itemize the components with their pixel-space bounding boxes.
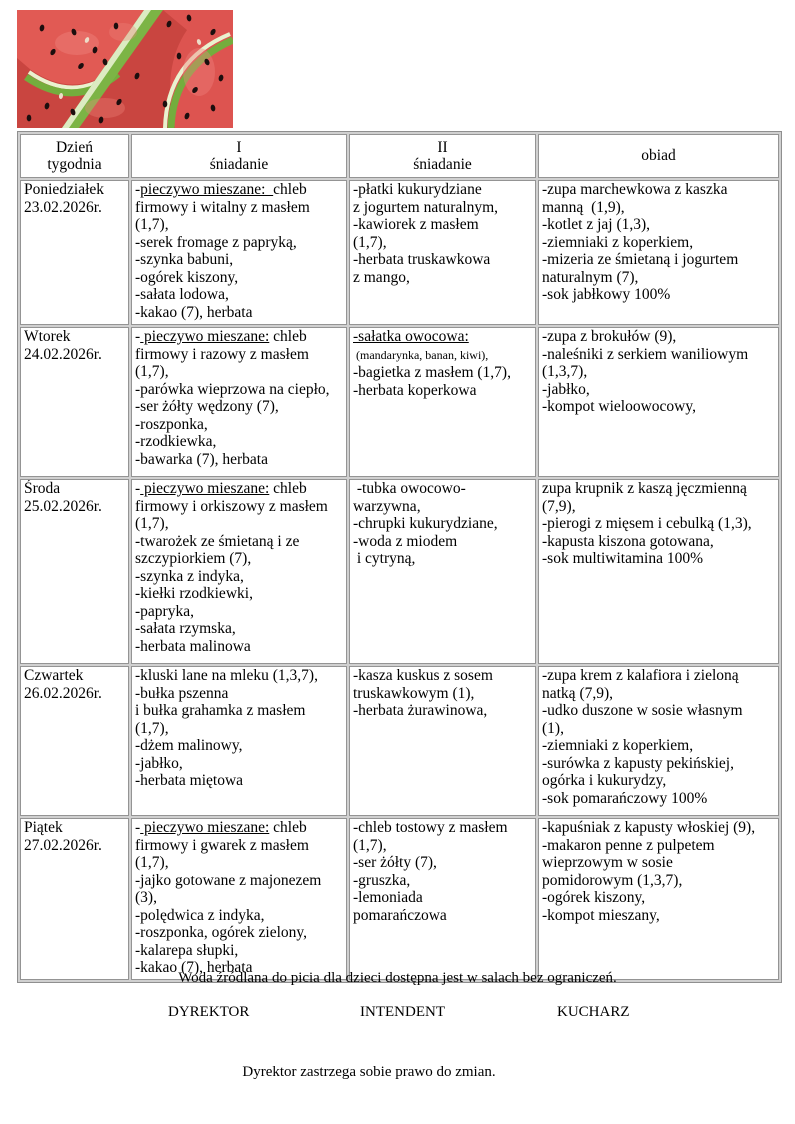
text-run: firmowy i razowy z masłem (135, 345, 309, 363)
text-line (542, 790, 775, 808)
text-run: chleb (269, 480, 307, 497)
text-line (542, 819, 775, 837)
text-line (542, 181, 775, 199)
text-run: -bagietka z masłem (1,7), (353, 364, 511, 381)
text-run: i bułka grahamka z masłem (135, 702, 306, 719)
text-run: -herbata miętowa (135, 772, 244, 789)
text-run: -jabłko, (542, 380, 590, 398)
text-line (135, 603, 343, 621)
table-row (20, 180, 779, 325)
text-run: -herbata malinowa (135, 637, 251, 655)
text-line (135, 515, 343, 533)
text-line (353, 837, 532, 855)
text-line (24, 819, 125, 837)
header-cell (538, 134, 779, 178)
text-line (135, 819, 343, 837)
text-line (542, 398, 775, 416)
day-cell (20, 818, 129, 980)
text-line (135, 924, 343, 942)
text-run: obiad (641, 147, 676, 165)
text-run: -surówka z kapusty pekińskiej, (542, 754, 734, 772)
text-run: -parówka wieprzowa na ciepło, (135, 380, 330, 398)
text-run: pieczywo mieszane: (140, 819, 270, 836)
text-line (353, 907, 532, 925)
watermelon-photo (17, 10, 233, 128)
text-run: -woda z miodem (353, 532, 458, 550)
text-line (135, 854, 343, 872)
text-run: chleb (269, 819, 307, 836)
text-line (135, 737, 343, 755)
text-line (135, 667, 343, 685)
text-run: -lemoniada (353, 889, 423, 906)
signature-kucharz: KUCHARZ (557, 1004, 630, 1020)
text-line (542, 363, 775, 381)
text-run: -szynka babuni, (135, 251, 234, 268)
text-run: -sok pomarańczowy 100% (542, 789, 708, 807)
text-run: -sałatka owocowa: (353, 328, 469, 345)
text-line (353, 364, 532, 382)
text-line (133, 156, 345, 174)
text-line (135, 568, 343, 586)
meal-cell-dinner (538, 180, 779, 325)
text-line (135, 181, 343, 199)
text-line (24, 199, 125, 217)
text-run: -tubka owocowo- (353, 480, 466, 497)
text-line (353, 889, 532, 907)
header-cell (349, 134, 536, 178)
text-line (542, 702, 775, 720)
meal-cell-breakfast2 (349, 327, 536, 477)
text-line (542, 737, 775, 755)
text-line (135, 907, 343, 925)
text-line (135, 585, 343, 603)
text-run: manną (1,9), (542, 198, 625, 216)
text-line (135, 328, 343, 346)
text-run: -kalarepa słupki, (135, 941, 239, 959)
text-line (353, 533, 532, 551)
text-run: (1,7), (135, 363, 169, 380)
text-line (135, 304, 343, 322)
text-line (353, 181, 532, 199)
water-availability-note: Woda źródlana do picia dla dzieci dostępna jest w salach bez ograniczeń. (178, 970, 617, 986)
text-line (542, 772, 775, 790)
text-run: 25.02.2026r. (24, 497, 102, 515)
text-run: ogórka i kukurydzy, (542, 772, 667, 789)
text-line (542, 234, 775, 252)
text-line (353, 872, 532, 890)
text-run: -papryka, (135, 602, 194, 620)
text-line (133, 139, 345, 157)
text-line (542, 837, 775, 855)
text-run: pieczywo mieszane: (140, 181, 274, 198)
text-run: -mizeria ze śmietaną i jogurtem (542, 251, 739, 268)
text-run: -kapusta kiszona gotowana, (542, 532, 714, 550)
text-run: -kawiorek z masłem (353, 216, 479, 233)
text-line (542, 480, 775, 498)
text-run: chleb (269, 328, 307, 345)
text-run: (3), (135, 889, 157, 906)
text-run: -herbata żurawinowa, (353, 702, 488, 719)
text-line (353, 234, 532, 252)
signature-row (0, 1004, 795, 1024)
meal-cell-dinner (538, 327, 779, 477)
text-run: -roszponka, (135, 415, 208, 433)
text-line (542, 515, 775, 533)
text-run: -naleśniki z serkiem waniliowym (542, 345, 749, 363)
text-run: -ser żółty wędzony (7), (135, 398, 279, 415)
text-line (24, 328, 125, 346)
text-run: (mandarynka, banan, kiwi), (353, 347, 489, 362)
day-cell (20, 479, 129, 664)
text-line (353, 382, 532, 400)
text-line (353, 346, 532, 365)
meal-cell-breakfast1 (131, 180, 347, 325)
text-line (24, 685, 125, 703)
text-run: 26.02.2026r. (24, 684, 102, 702)
text-line (135, 702, 343, 720)
text-run: Czwartek (24, 667, 84, 684)
text-run: pomidorowym (1,3,7), (542, 871, 683, 889)
text-line (24, 346, 125, 364)
text-run: Środa (24, 480, 61, 497)
text-run: - (135, 328, 141, 345)
menu-table (17, 131, 782, 983)
meal-cell-breakfast2 (349, 180, 536, 325)
text-run: Dzień (55, 138, 93, 156)
text-run: truskawkowym (1), (353, 684, 475, 702)
text-line (353, 328, 532, 346)
text-run: -jajko gotowane z majonezem (135, 871, 322, 889)
meal-cell-breakfast1 (131, 479, 347, 664)
text-run: -ogórek kiszony, (542, 889, 646, 906)
text-run: -pierogi z mięsem i cebulką (1,3), (542, 515, 752, 532)
table-header-row (20, 134, 779, 178)
text-line (542, 854, 775, 872)
text-line (542, 667, 775, 685)
text-line (540, 147, 777, 165)
text-line (135, 416, 343, 434)
text-line (351, 156, 534, 174)
text-run: z jogurtem naturalnym, (353, 198, 499, 216)
table-row (20, 666, 779, 816)
text-run: -bawarka (7), herbata (135, 450, 268, 468)
text-line (135, 398, 343, 416)
text-line (353, 685, 532, 703)
text-run: -kasza kuskus z sosem (353, 667, 493, 684)
text-run: firmowy i gwarek z masłem (135, 836, 309, 854)
text-run: -chrupki kukurydziane, (353, 515, 498, 532)
text-run: (1,7), (135, 515, 169, 532)
text-line (135, 942, 343, 960)
text-run: -kotlet z jaj (1,3), (542, 216, 651, 233)
text-run: -kompot wieloowocowy, (542, 398, 696, 415)
text-line (353, 269, 532, 287)
header-cell (20, 134, 129, 178)
text-run: -ser żółty (7), (353, 854, 437, 871)
meal-cell-breakfast2 (349, 818, 536, 980)
text-run: firmowy i orkiszowy z masłem (135, 497, 328, 515)
meal-cell-breakfast2 (349, 479, 536, 664)
signature-intendent: INTENDENT (360, 1004, 445, 1020)
text-run: -zupa krem z kalafiora i zieloną (542, 667, 739, 684)
text-line (135, 251, 343, 269)
text-line (353, 216, 532, 234)
text-line (135, 363, 343, 381)
text-run: -kluski lane na mleku (1,3,7), (135, 667, 318, 684)
text-line (542, 498, 775, 516)
text-line (542, 216, 775, 234)
text-line (135, 216, 343, 234)
text-run: firmowy i witalny z masłem (135, 198, 310, 216)
text-run: (1,7), (135, 854, 169, 871)
text-run: pomarańczowa (353, 906, 447, 924)
text-line (24, 837, 125, 855)
text-run: -jabłko, (135, 754, 183, 772)
text-line (135, 755, 343, 773)
text-line (24, 667, 125, 685)
text-run: -rzodkiewka, (135, 433, 217, 450)
text-run: natką (7,9), (542, 684, 614, 702)
text-run: - (135, 819, 141, 836)
text-run: -chleb tostowy z masłem (353, 819, 508, 836)
text-run: warzywna, (353, 497, 421, 515)
text-run: chleb (273, 181, 307, 198)
text-run: (1,7), (353, 233, 387, 251)
text-line (542, 346, 775, 364)
table-row (20, 327, 779, 477)
text-line (24, 181, 125, 199)
text-line (353, 251, 532, 269)
text-run: -kapuśniak z kapusty włoskiej (9), (542, 819, 756, 836)
text-line (353, 498, 532, 516)
text-line (135, 550, 343, 568)
text-line (135, 269, 343, 287)
meal-cell-dinner (538, 818, 779, 980)
text-run: -kakao (7), herbata (135, 303, 253, 321)
header-cell (131, 134, 347, 178)
text-line (353, 819, 532, 837)
text-run: II (437, 138, 448, 156)
text-line (542, 251, 775, 269)
text-run: -herbata koperkowa (353, 381, 477, 399)
text-run: 24.02.2026r. (24, 345, 102, 363)
text-line (135, 234, 343, 252)
text-run: -sok multiwitamina 100% (542, 550, 704, 567)
text-run: 23.02.2026r. (24, 198, 102, 216)
day-cell (20, 666, 129, 816)
text-line (353, 199, 532, 217)
text-line (135, 498, 343, 516)
text-run: pieczywo mieszane: (140, 480, 270, 497)
text-run: -płatki kukurydziane (353, 181, 482, 198)
text-run: I (236, 138, 242, 156)
text-run: (1,7), (135, 719, 169, 737)
text-line (542, 199, 775, 217)
text-line (353, 667, 532, 685)
text-run: - (135, 480, 141, 497)
text-run: -kompot mieszany, (542, 906, 660, 924)
text-run: -szynka z indyka, (135, 567, 244, 585)
text-line (135, 433, 343, 451)
text-line (542, 328, 775, 346)
text-line (542, 755, 775, 773)
signature-dyrektor: DYREKTOR (168, 1004, 250, 1020)
text-run: wieprzowym w sosie (542, 854, 673, 871)
day-cell (20, 327, 129, 477)
text-run: Wtorek (24, 328, 71, 345)
text-run: -ogórek kiszony, (135, 268, 239, 286)
text-run: -roszponka, ogórek zielony, (135, 924, 308, 941)
text-run: (1,3,7), (542, 363, 588, 380)
text-line (542, 872, 775, 890)
text-line (135, 199, 343, 217)
text-run: -twarożek ze śmietaną i ze (135, 532, 300, 550)
text-line (542, 889, 775, 907)
text-run: naturalnym (7), (542, 268, 639, 286)
table-row (20, 818, 779, 980)
text-line (135, 346, 343, 364)
text-run: -polędwica z indyka, (135, 906, 265, 924)
text-line (353, 854, 532, 872)
text-run: -ziemniaki z koperkiem, (542, 737, 694, 754)
text-run: zupa krupnik z kaszą jęczmienną (542, 480, 747, 497)
text-run: -ziemniaki z koperkiem, (542, 233, 694, 251)
text-run: -herbata truskawkowa (353, 251, 491, 268)
text-line (542, 381, 775, 399)
text-run: z mango, (353, 268, 410, 286)
text-run: 27.02.2026r. (24, 836, 102, 854)
text-run: -zupa z brokułów (9), (542, 328, 677, 345)
text-run: i cytryną, (353, 550, 416, 567)
text-line (542, 286, 775, 304)
text-run: - (135, 181, 141, 198)
text-run: -serek fromage z papryką, (135, 233, 297, 251)
meal-cell-dinner (538, 479, 779, 664)
text-line (542, 533, 775, 551)
text-run: -sałata rzymska, (135, 620, 236, 637)
text-run: -kakao (7), herbata (135, 959, 253, 976)
day-cell (20, 180, 129, 325)
text-line (542, 685, 775, 703)
text-run: śniadanie (209, 156, 269, 173)
text-run: szczypiorkiem (7), (135, 550, 252, 567)
text-line (542, 720, 775, 738)
text-line (542, 269, 775, 287)
text-line (135, 638, 343, 656)
disclaimer-text: Dyrektor zastrzega sobie prawo do zmian. (242, 1064, 496, 1080)
text-line (22, 139, 127, 157)
text-run: tygodnia (47, 156, 102, 173)
text-run: śniadanie (413, 156, 472, 173)
meal-cell-breakfast1 (131, 818, 347, 980)
meal-cell-breakfast1 (131, 666, 347, 816)
text-run: (1,7), (135, 216, 169, 233)
text-line (135, 720, 343, 738)
menu-table-body (20, 134, 779, 980)
text-line (353, 480, 532, 498)
table-row (20, 479, 779, 664)
text-line (353, 515, 532, 533)
text-run: pieczywo mieszane: (140, 328, 270, 345)
text-run: Piątek (24, 819, 63, 836)
meal-cell-breakfast2 (349, 666, 536, 816)
text-run: -udko duszone w sosie własnym (542, 702, 743, 719)
text-run: -dżem malinowy, (135, 737, 243, 754)
text-line (135, 685, 343, 703)
text-line (353, 550, 532, 568)
text-run: -bułka pszenna (135, 684, 229, 702)
text-line (353, 702, 532, 720)
text-run: (1), (542, 719, 564, 737)
text-line (135, 837, 343, 855)
text-line (135, 286, 343, 304)
text-line (135, 872, 343, 890)
text-line (135, 620, 343, 638)
text-line (22, 156, 127, 174)
text-line (135, 381, 343, 399)
text-run: -sok jabłkowy 100% (542, 286, 671, 303)
text-run: -sałata lodowa, (135, 286, 229, 303)
text-line (135, 533, 343, 551)
text-line (24, 480, 125, 498)
text-run: (1,7), (353, 836, 387, 854)
text-run: -kiełki rzodkiewki, (135, 585, 253, 602)
text-line (135, 451, 343, 469)
text-run: -makaron penne z pulpetem (542, 836, 715, 854)
text-line (24, 498, 125, 516)
text-line (135, 889, 343, 907)
meal-cell-breakfast1 (131, 327, 347, 477)
text-run: Poniedziałek (24, 181, 105, 198)
text-run: -zupa marchewkowa z kaszka (542, 181, 728, 198)
text-line (135, 772, 343, 790)
text-line (542, 550, 775, 568)
text-run: -gruszka, (353, 871, 411, 889)
text-run: (7,9), (542, 497, 576, 515)
text-line (351, 139, 534, 157)
text-line (135, 480, 343, 498)
meal-cell-dinner (538, 666, 779, 816)
text-line (542, 907, 775, 925)
